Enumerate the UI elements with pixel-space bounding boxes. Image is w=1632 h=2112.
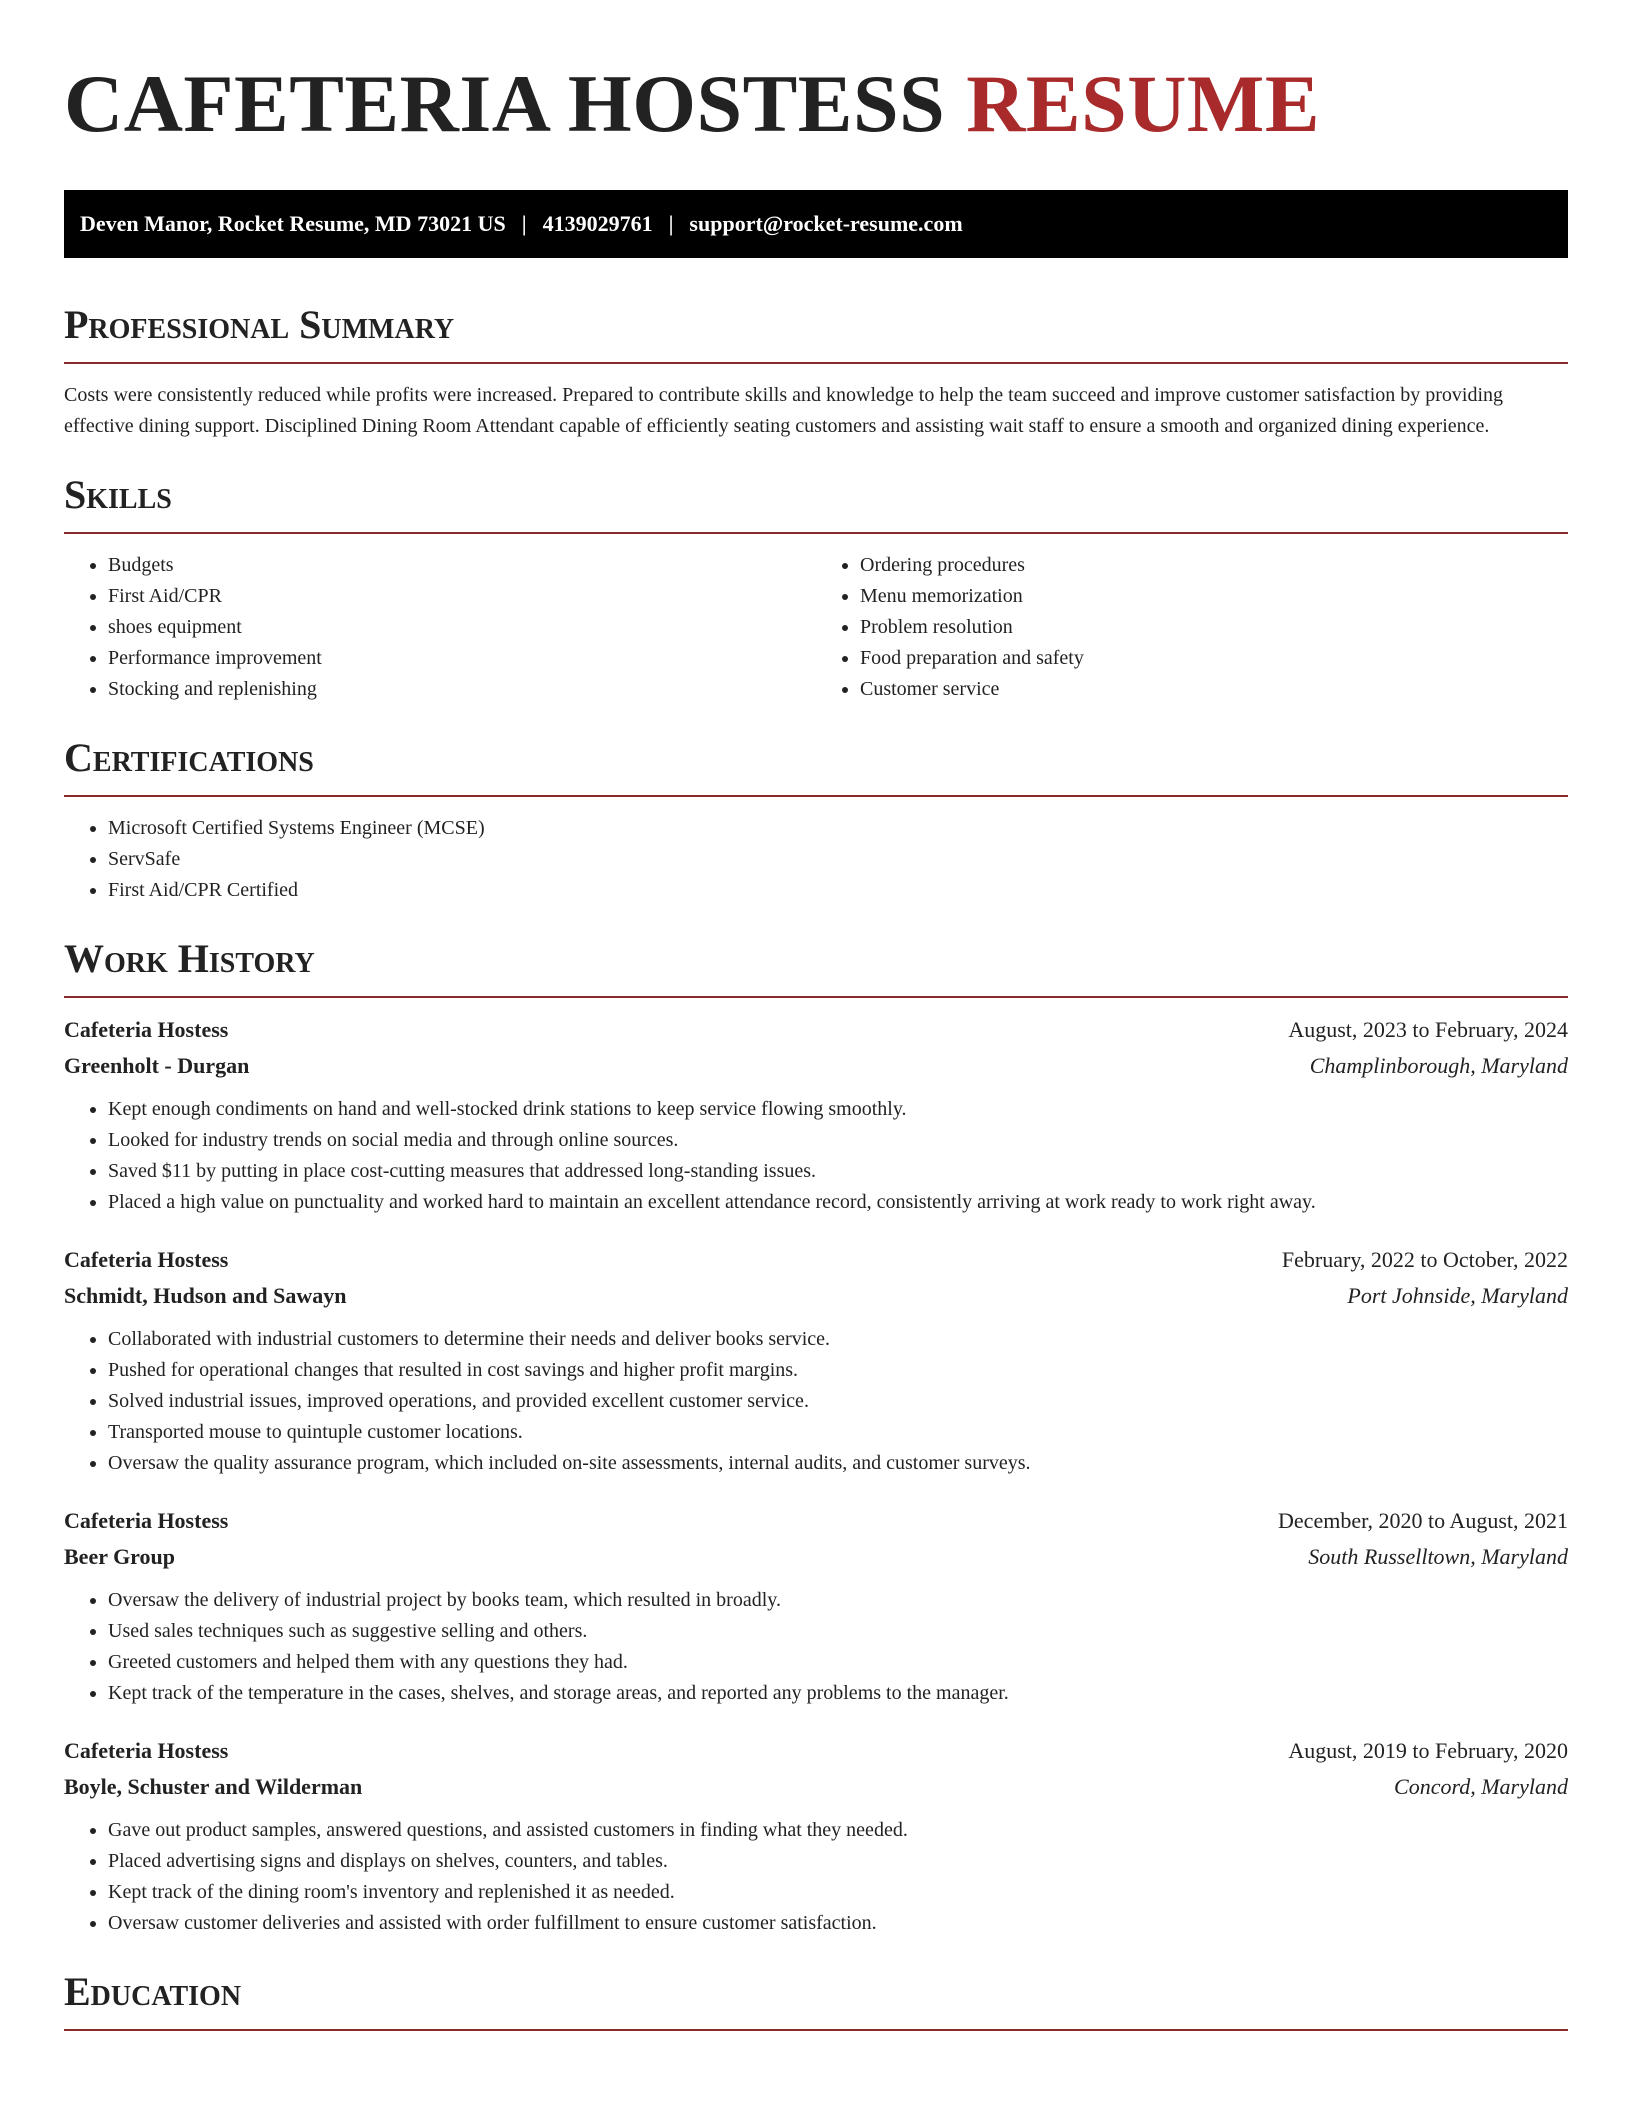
skill-item: • Problem resolution [860,612,1568,643]
contact-bar [64,190,1568,258]
job-bullet: • Greeted customers and helped them with any questions they had. [108,1647,1568,1678]
certification-item: • ServSafe [108,844,1568,875]
job-entry [64,1012,1568,1218]
certification-item: • First Aid/CPR Certified [108,875,1568,906]
job-header [64,1012,1568,1048]
section-divider [64,996,1568,998]
skill-item: • Ordering procedures [860,550,1568,581]
job-bullet: • Kept enough condiments on hand and well-stocked drink stations to keep service flowing smoothly. [108,1094,1568,1125]
job-bullet: • Collaborated with industrial customers to determine their needs and deliver books service. [108,1324,1568,1355]
job-entry [64,1503,1568,1709]
skill-item: • Food preparation and safety [860,643,1568,674]
skills-grid [64,550,1568,705]
job-bullets [64,1324,1568,1479]
contact-phone: 4139029761 [542,211,653,236]
section-divider [64,532,1568,534]
job-bullet: • Oversaw customer deliveries and assisted with order fulfillment to ensure customer satisfaction. [108,1908,1568,1939]
skills-list-right [816,550,1568,705]
job-bullet: • Looked for industry trends on social media and through online sources. [108,1125,1568,1156]
title-accent: RESUME [966,58,1321,149]
job-bullet: • Used sales techniques such as suggestive selling and others. [108,1616,1568,1647]
job-subheader [64,1048,1568,1084]
job-bullet: • Kept track of the dining room's inventory and replenished it as needed. [108,1877,1568,1908]
certifications-list [64,813,1568,906]
job-dates: December, 2020 to August, 2021 [1278,1508,1568,1533]
job-subheader [64,1278,1568,1314]
resume-title [64,0,1568,148]
skill-item: • Stocking and replenishing [108,674,816,705]
job-entry [64,1242,1568,1479]
education-heading: Education [64,1969,242,2014]
certification-item: • Microsoft Certified Systems Engineer (MCSE) [108,813,1568,844]
job-bullet: • Oversaw the quality assurance program, which included on-site assessments, internal audits, and customer surveys. [108,1448,1568,1479]
job-location: Champlinborough, Maryland [1309,1053,1568,1078]
job-company: Greenholt - Durgan [64,1053,250,1078]
job-bullet: • Pushed for operational changes that resulted in cost savings and higher profit margins. [108,1355,1568,1386]
job-title: Cafeteria Hostess [64,1508,229,1533]
job-header [64,1733,1568,1769]
contact-separator: | [668,211,674,236]
job-bullet: • Oversaw the delivery of industrial project by books team, which resulted in broadly. [108,1585,1568,1616]
skill-item: • Customer service [860,674,1568,705]
skill-item: • First Aid/CPR [108,581,816,612]
job-entry [64,1733,1568,1939]
job-header [64,1242,1568,1278]
job-location: South Russelltown, Maryland [1308,1544,1568,1569]
job-company: Beer Group [64,1544,176,1569]
job-company: Schmidt, Hudson and Sawayn [64,1283,347,1308]
contact-separator: | [521,211,527,236]
job-dates: August, 2023 to February, 2024 [1288,1017,1568,1042]
job-bullet: • Gave out product samples, answered questions, and assisted customers in finding what they needed. [108,1815,1568,1846]
skills-heading: Skills [64,472,172,517]
section-divider [64,362,1568,364]
job-subheader [64,1769,1568,1805]
job-subheader [64,1539,1568,1575]
skill-item: • Performance improvement [108,643,816,674]
summary-text: Costs were consistently reduced while profits were increased. Prepared to contribute skills and knowledge to help the team succeed and improve customer satisfaction by providing effective dining support. Disciplined Dining Room Attendant capable of efficiently seating customers and assisting wait staff to ensure a smooth and organized dining experience. [64,384,1504,437]
work-history-heading: Work History [64,936,315,981]
certifications-heading: Certifications [64,735,314,780]
skill-item: • Budgets [108,550,816,581]
job-bullet: • Placed advertising signs and displays on shelves, counters, and tables. [108,1846,1568,1877]
job-bullets [64,1815,1568,1939]
job-header [64,1503,1568,1539]
contact-email: support@rocket-resume.com [689,211,963,236]
job-company: Boyle, Schuster and Wilderman [64,1774,363,1799]
job-dates: February, 2022 to October, 2022 [1281,1247,1568,1272]
contact-address: Deven Manor, Rocket Resume, MD 73021 US [80,211,506,236]
job-title: Cafeteria Hostess [64,1017,229,1042]
skills-list-left [64,550,816,705]
job-dates: August, 2019 to February, 2020 [1288,1738,1568,1763]
title-main: CAFETERIA HOSTESS [64,58,946,149]
section-divider [64,795,1568,797]
job-location: Concord, Maryland [1394,1774,1568,1799]
job-bullet: • Placed a high value on punctuality and worked hard to maintain an excellent attendance record, consistently arriving at work ready to work right away. [108,1187,1568,1218]
skill-item: • Menu memorization [860,581,1568,612]
job-title: Cafeteria Hostess [64,1738,229,1763]
skill-item: • shoes equipment [108,612,816,643]
job-bullet: • Transported mouse to quintuple customer locations. [108,1417,1568,1448]
job-bullets [64,1094,1568,1218]
job-bullet: • Saved $11 by putting in place cost-cutting measures that addressed long-standing issues. [108,1156,1568,1187]
job-bullet: • Solved industrial issues, improved operations, and provided excellent customer service. [108,1386,1568,1417]
section-divider [64,2029,1568,2031]
job-title: Cafeteria Hostess [64,1247,229,1272]
job-bullet: • Kept track of the temperature in the cases, shelves, and storage areas, and reported any problems to the manager. [108,1678,1568,1709]
job-location: Port Johnside, Maryland [1347,1283,1568,1308]
job-bullets [64,1585,1568,1709]
summary-heading: Professional Summary [64,302,455,347]
